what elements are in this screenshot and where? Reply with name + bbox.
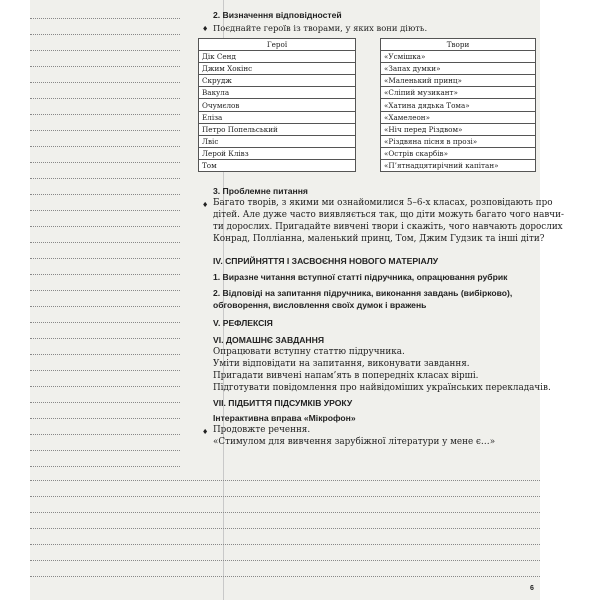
hero-cell: Джим Хокінс bbox=[199, 63, 356, 75]
section4-item2-line2: обговорення, висловлення своїх думок і вражень bbox=[213, 300, 427, 310]
note-line bbox=[30, 18, 180, 19]
note-line bbox=[30, 418, 180, 419]
worksheet-page bbox=[30, 0, 564, 600]
note-line bbox=[30, 466, 180, 467]
answer-line bbox=[30, 480, 540, 481]
work-cell: «Усмішка» bbox=[381, 51, 536, 63]
note-line bbox=[30, 274, 180, 275]
bullet-icon: ♦ bbox=[202, 428, 209, 436]
answer-line bbox=[30, 576, 540, 577]
section7-title: VII. ПІДБИТТЯ ПІДСУМКІВ УРОКУ bbox=[213, 398, 353, 408]
hero-cell: Вакула bbox=[199, 87, 356, 99]
note-line bbox=[30, 82, 180, 83]
section2-instruction: Поєднайте героїв із творами, у яких вони діють. bbox=[213, 23, 428, 33]
note-line bbox=[30, 338, 180, 339]
note-line bbox=[30, 146, 180, 147]
note-line bbox=[30, 354, 180, 355]
page-number: 6 bbox=[530, 585, 534, 592]
bullet-icon: ♦ bbox=[202, 25, 209, 33]
note-line bbox=[30, 34, 180, 35]
work-cell: «Ніч перед Різдвом» bbox=[381, 123, 536, 135]
work-cell: «Запах думки» bbox=[381, 63, 536, 75]
work-cell: «Сліпий музикант» bbox=[381, 87, 536, 99]
note-line bbox=[30, 370, 180, 371]
note-line bbox=[30, 194, 180, 195]
work-cell: «Маленький принц» bbox=[381, 75, 536, 87]
note-line bbox=[30, 130, 180, 131]
hero-cell: Очумєлов bbox=[199, 99, 356, 111]
hero-cell: Еліза bbox=[199, 111, 356, 123]
note-line bbox=[30, 226, 180, 227]
section7-subtitle: Інтерактивна вправа «Мікрофон» bbox=[213, 413, 356, 423]
hero-cell: Лерой Клівз bbox=[199, 147, 356, 159]
note-line bbox=[30, 386, 180, 387]
homework-line: Уміти відповідати на запитання, виконувати завдання. bbox=[213, 359, 470, 369]
section3-title: 3. Проблемне питання bbox=[213, 186, 308, 196]
homework-line: Пригадати вивчені напам’ять в попередніх класах вірші. bbox=[213, 371, 479, 381]
section5-title: V. РЕФЛЕКСІЯ bbox=[213, 318, 273, 328]
section6-title: VI. ДОМАШНЄ ЗАВДАННЯ bbox=[213, 335, 325, 345]
note-line bbox=[30, 306, 180, 307]
section3-line: дітей. Але дуже часто виявляється так, що діти можуть багато чого навчи- bbox=[213, 210, 564, 220]
section3-line: ти дорослих. Пригадайте вивчені твори і скажіть, чого навчають дорослих bbox=[213, 222, 563, 232]
note-line bbox=[30, 322, 180, 323]
works-table bbox=[380, 38, 536, 172]
work-cell: «Хатина дядька Тома» bbox=[381, 99, 536, 111]
note-line bbox=[30, 242, 180, 243]
note-line bbox=[30, 98, 180, 99]
work-cell: «Хамелеон» bbox=[381, 111, 536, 123]
answer-line bbox=[30, 560, 540, 561]
hero-cell: Скрудж bbox=[199, 75, 356, 87]
section4-item1: 1. Виразне читання вступної статті підручника, опрацювання рубрик bbox=[213, 272, 508, 282]
work-cell: «П’ятнадцятирічний капітан» bbox=[381, 159, 536, 171]
section4-title: IV. СПРИЙНЯТТЯ І ЗАСВОЄННЯ НОВОГО МАТЕРІАЛУ bbox=[213, 256, 439, 266]
hero-cell: Петро Попельський bbox=[199, 123, 356, 135]
heroes-header: Герої bbox=[199, 39, 356, 51]
bullet-icon: ♦ bbox=[202, 201, 209, 209]
answer-line bbox=[30, 496, 540, 497]
work-cell: «Острів скарбів» bbox=[381, 147, 536, 159]
hero-cell: Дік Сенд bbox=[199, 51, 356, 63]
work-cell: «Різдвяна пісня в прозі» bbox=[381, 135, 536, 147]
note-line bbox=[30, 210, 180, 211]
section7-line1: Продовжте речення. bbox=[213, 425, 311, 435]
note-line bbox=[30, 402, 180, 403]
section4-item2-line1: 2. Відповіді на запитання підручника, виконання завдань (вибірково), bbox=[213, 288, 513, 298]
section2-title: 2. Визначення відповідностей bbox=[213, 10, 342, 20]
note-line bbox=[30, 66, 180, 67]
section3-line: Багато творів, з якими ми ознайомилися 5–6-х класах, розповідають про bbox=[213, 198, 553, 208]
note-line bbox=[30, 162, 180, 163]
hero-cell: Лвіс bbox=[199, 135, 356, 147]
note-line bbox=[30, 258, 180, 259]
note-line bbox=[30, 434, 180, 435]
note-line bbox=[30, 290, 180, 291]
note-line bbox=[30, 114, 180, 115]
homework-line: Опрацювати вступну статтю підручника. bbox=[213, 347, 405, 357]
note-line bbox=[30, 450, 180, 451]
note-line bbox=[30, 178, 180, 179]
hero-cell: Том bbox=[199, 159, 356, 171]
heroes-table bbox=[198, 38, 356, 172]
homework-line: Підготувати повідомлення про найвідоміших українських перекладачів. bbox=[213, 383, 551, 393]
works-header: Твори bbox=[381, 39, 536, 51]
answer-line bbox=[30, 544, 540, 545]
answer-line bbox=[30, 512, 540, 513]
section3-line: Конрад, Полліанна, маленький принц, Том, Джим Гудзик та інші діти? bbox=[213, 234, 545, 244]
note-line bbox=[30, 50, 180, 51]
answer-line bbox=[30, 528, 540, 529]
section7-line2: «Стимулом для вивчення зарубіжної літератури у мене є…» bbox=[213, 437, 496, 447]
